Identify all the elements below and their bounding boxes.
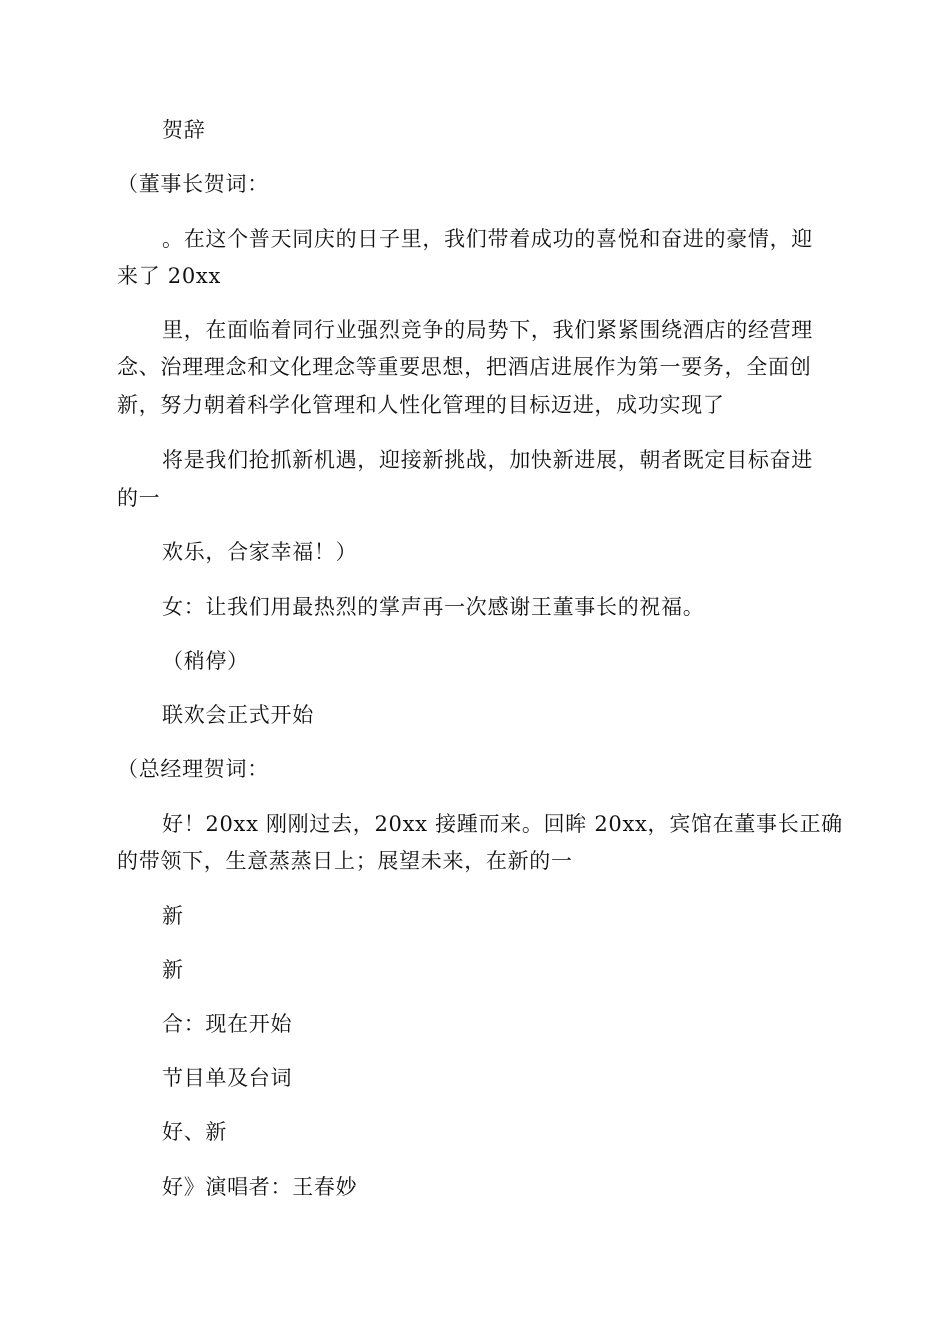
paragraph-line: 将是我们抢抓新机遇，迎接新挑战，加快新进展，朝者既定目标奋进 <box>162 448 813 472</box>
paragraph-line: 好！20xx 刚刚过去，20xx 接踵而来。回眸 20xx，宾馆在董事长正确 <box>162 812 843 836</box>
paragraph-line: 新 <box>162 958 184 982</box>
paragraph-line: 里，在面临着同行业强烈竞争的局势下，我们紧紧围绕酒店的经营理 <box>162 318 813 342</box>
paragraph-line: 来了 20xx <box>117 264 221 288</box>
paragraph-line: 欢乐，合家幸福！） <box>162 540 358 564</box>
paragraph-line: 联欢会正式开始 <box>162 703 314 727</box>
paragraph-line: 女：让我们用最热烈的掌声再一次感谢王董事长的祝福。 <box>162 595 705 619</box>
paragraph-line: 的带领下，生意蒸蒸日上；展望未来，在新的一 <box>117 849 573 873</box>
stage-direction: （稍停） <box>162 649 249 673</box>
paragraph-line: 合：现在开始 <box>162 1012 293 1036</box>
paragraph-line: 的一 <box>117 486 161 510</box>
paragraph-line: 。在这个普天同庆的日子里，我们带着成功的喜悦和奋进的豪情，迎 <box>162 227 813 251</box>
heading-greeting: 贺辞 <box>162 118 206 142</box>
paragraph-line: 念、治理理念和文化理念等重要思想，把酒店进展作为第一要务，全面创 <box>117 355 812 379</box>
chairman-speech-label: （董事长贺词： <box>117 172 269 196</box>
paragraph-line: 新，努力朝着科学化管理和人性化管理的目标迈进，成功实现了 <box>117 393 725 417</box>
program-list-heading: 节目单及台词 <box>162 1066 293 1090</box>
paragraph-line: 好、新 <box>162 1120 228 1144</box>
paragraph-line: 新 <box>162 904 184 928</box>
manager-speech-label: （总经理贺词： <box>117 757 269 781</box>
paragraph-line: 好》演唱者：王春妙 <box>162 1175 358 1199</box>
